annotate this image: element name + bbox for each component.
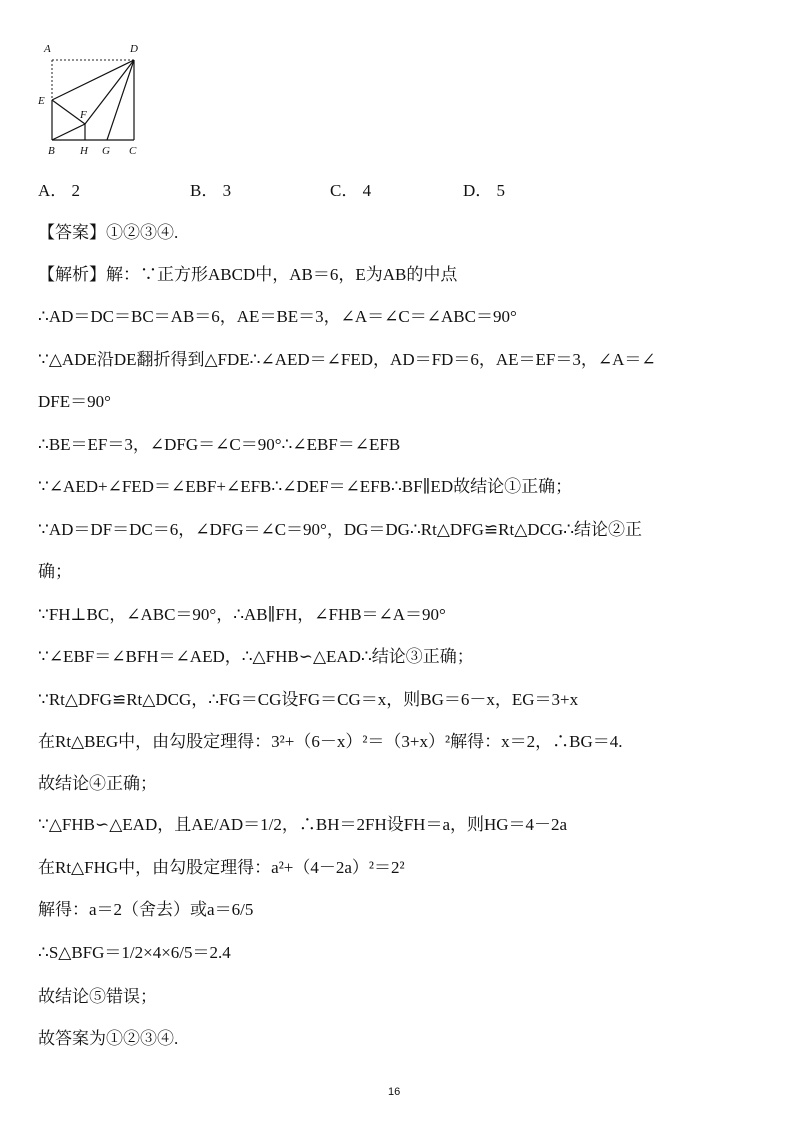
label-a: A (44, 43, 51, 55)
choice-b-value: 3 (222, 181, 232, 200)
choice-c-value: 4 (362, 181, 372, 200)
solution-line: ∴S△BFG＝1/2×4×6/5＝2.4 (38, 943, 231, 962)
segment-ed (52, 60, 134, 100)
solution-line: ∵Rt△DFG≌Rt△DCG，∴FG＝CG设FG＝CG＝x，则BG＝6－x，EG＝3+x (38, 690, 579, 709)
solution-line: ∵AD＝DF＝DC＝6，∠DFG＝∠C＝90°，DG＝DG∴Rt△DFG≌Rt△DCG∴结论②正 (38, 520, 643, 539)
final-answer-line: 故答案为①②③④. (38, 1029, 179, 1048)
solution-line: ∵△FHB∽△EAD，且AE/AD＝1/2，∴BH＝2FH设FH＝a，则HG＝4－2a (38, 815, 568, 834)
label-b: B (48, 145, 55, 157)
label-e: E (38, 95, 45, 107)
label-f: F (80, 109, 87, 121)
page-number: 16 (388, 1086, 401, 1098)
solution-line: ∵FH⊥BC，∠ABC＝90°，∴AB∥FH，∠FHB＝∠A＝90° (38, 605, 446, 624)
solution-line: 故结论④正确； (38, 774, 157, 793)
choice-d (463, 176, 505, 201)
choice-a-letter: A． (38, 181, 68, 200)
square-abcd-diagram (28, 38, 148, 160)
solution-line: 在Rt△BEG中，由勾股定理得：3²+（6－x）²＝（3+x）²解得：x＝2，∴BG＝4. (38, 732, 623, 751)
solution-line: 在Rt△FHG中，由勾股定理得：a²+（4－2a）²＝2² (38, 858, 405, 877)
solution-line: 确； (38, 562, 72, 581)
segment-fd (85, 60, 134, 124)
label-g: G (102, 145, 110, 157)
solution-line: ∵∠AED+∠FED＝∠EBF+∠EFB∴∠DEF＝∠EFB∴BF∥ED故结论①正确； (38, 477, 573, 496)
segment-gd (107, 60, 134, 140)
choice-c-letter: C． (330, 181, 359, 200)
solution-line: ∵△ADE沿DE翻折得到△FDE∴∠AED＝∠FED，AD＝FD＝6，AE＝EF＝3，∠A＝∠ (38, 350, 656, 369)
solution-line: ∴AD＝DC＝BC＝AB＝6，AE＝BE＝3，∠A＝∠C＝∠ABC＝90° (38, 307, 517, 326)
solution-line: ∴BE＝EF＝3，∠DFG＝∠C＝90°∴∠EBF＝∠EFB (38, 435, 401, 454)
label-d: D (130, 43, 138, 55)
solution-line: DFE＝90° (38, 392, 111, 411)
choice-d-letter: D． (463, 181, 493, 200)
solution-line: 【解析】解：∵正方形ABCD中，AB＝6，E为AB的中点 (38, 265, 458, 284)
choice-b (190, 176, 231, 201)
label-h: H (80, 145, 88, 157)
choice-a (38, 176, 80, 201)
geometry-figure (28, 38, 148, 160)
solution-line: 解得：a＝2（舍去）或a＝6/5 (38, 900, 254, 919)
solution-line: 故结论⑤错误； (38, 987, 157, 1006)
label-c: C (129, 145, 137, 157)
choice-b-letter: B． (190, 181, 219, 200)
choice-c (330, 176, 371, 201)
answer-line: 【答案】①②③④. (38, 223, 179, 242)
solution-line: ∵∠EBF＝∠BFH＝∠AED，∴△FHB∽△EAD∴结论③正确； (38, 647, 474, 666)
choice-d-value: 5 (496, 181, 506, 200)
choice-a-value: 2 (71, 181, 81, 200)
segment-bf (52, 124, 85, 140)
